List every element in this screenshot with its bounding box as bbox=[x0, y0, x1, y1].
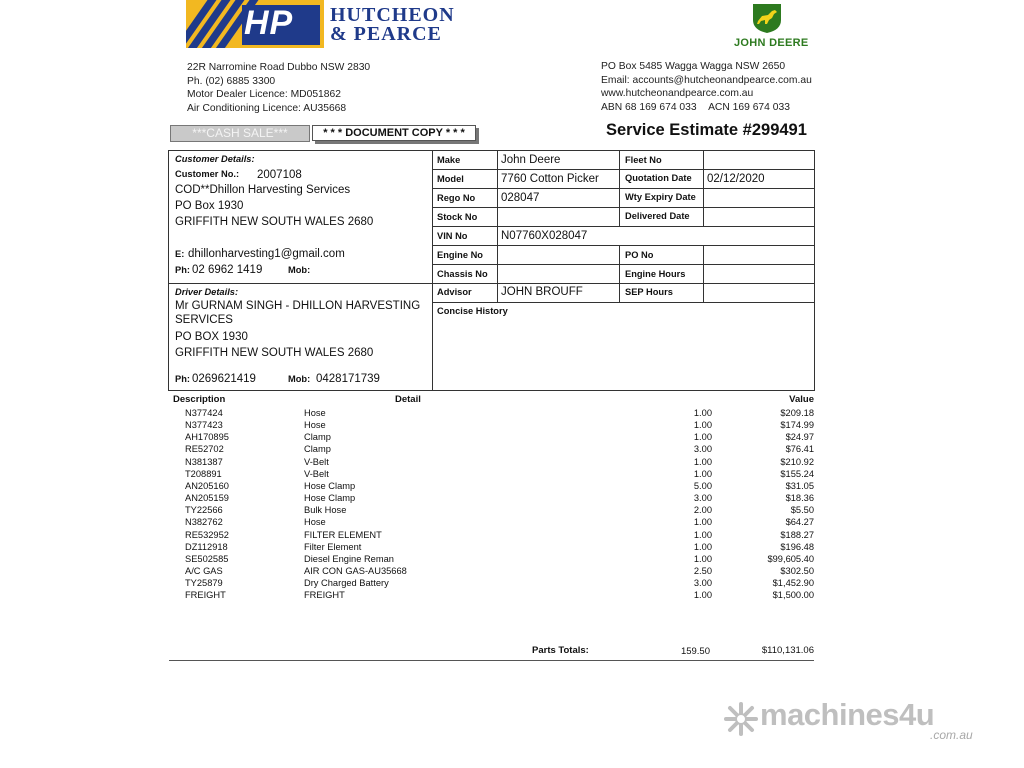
part-description: Dry Charged Battery bbox=[304, 578, 389, 589]
parts-totals-value: $110,131.06 bbox=[761, 645, 814, 656]
po-label: PO No bbox=[625, 250, 654, 260]
table-row bbox=[0, 530, 1024, 542]
customer-number-label: Customer No.: bbox=[175, 169, 240, 179]
table-row bbox=[0, 578, 1024, 590]
table-row bbox=[0, 554, 1024, 566]
customer-mob-label: Mob: bbox=[288, 265, 311, 275]
parts-totals-label: Parts Totals: bbox=[532, 645, 589, 656]
part-qty: 3.00 bbox=[693, 578, 712, 589]
address-line: 22R Narromine Road Dubbo NSW 2830 bbox=[187, 62, 371, 73]
part-qty: 1.00 bbox=[693, 432, 712, 443]
part-description: V-Belt bbox=[304, 456, 329, 467]
table-row bbox=[0, 444, 1024, 456]
wty-expiry-label: Wty Expiry Date bbox=[625, 192, 696, 202]
driver-address1: PO BOX 1930 bbox=[175, 331, 248, 343]
part-description: Filter Element bbox=[304, 541, 362, 552]
driver-mob: 0428171739 bbox=[316, 373, 380, 385]
totals-rule bbox=[169, 660, 814, 661]
part-qty: 1.00 bbox=[693, 408, 712, 418]
part-qty: 1.00 bbox=[693, 590, 712, 601]
john-deere-deer-icon bbox=[750, 2, 784, 34]
po-box-line: PO Box 5485 Wagga Wagga NSW 2650 bbox=[601, 61, 786, 72]
part-value: $155.24 bbox=[780, 468, 814, 479]
part-qty: 1.00 bbox=[693, 468, 712, 479]
part-value: $209.18 bbox=[780, 408, 814, 418]
postal-address bbox=[601, 60, 812, 114]
table-row bbox=[0, 590, 1024, 602]
logo-hp-text: HP bbox=[244, 4, 294, 42]
part-value: $1,452.90 bbox=[772, 578, 814, 589]
phone-line: Ph. (02) 6885 3300 bbox=[187, 75, 276, 87]
part-description: Hose Clamp bbox=[304, 480, 356, 491]
hutcheon-pearce-logo bbox=[186, 0, 324, 48]
part-description: Hose bbox=[304, 420, 326, 431]
part-description: Hose bbox=[304, 517, 326, 528]
advisor-label: Advisor bbox=[437, 287, 472, 297]
customer-address1: PO Box 1930 bbox=[175, 200, 244, 212]
table-row bbox=[0, 566, 1024, 578]
part-value: $174.99 bbox=[780, 420, 814, 431]
part-description: Hose Clamp bbox=[304, 493, 356, 504]
part-description: Diesel Engine Reman bbox=[304, 553, 394, 564]
part-code: TY25879 bbox=[185, 578, 223, 589]
customer-number: 2007108 bbox=[257, 169, 302, 181]
customer-phone-label: Ph: bbox=[175, 265, 190, 275]
customer-email-label: E: bbox=[175, 249, 185, 259]
part-code: N377424 bbox=[185, 408, 223, 418]
make-label: Make bbox=[437, 155, 461, 165]
part-qty: 1.00 bbox=[693, 456, 712, 467]
part-value: $64.27 bbox=[785, 517, 814, 528]
part-qty: 3.00 bbox=[693, 444, 712, 455]
driver-address2: GRIFFITH NEW SOUTH WALES 2680 bbox=[175, 347, 374, 359]
stock-label: Stock No bbox=[437, 212, 478, 222]
table-row bbox=[0, 505, 1024, 517]
rego-label: Rego No bbox=[437, 193, 476, 203]
part-description: Hose bbox=[304, 408, 326, 418]
part-code: N381387 bbox=[185, 456, 223, 467]
part-code: FREIGHT bbox=[185, 590, 226, 601]
website-line: www.hutcheonandpearce.com.au bbox=[601, 88, 754, 99]
fleet-label: Fleet No bbox=[625, 155, 662, 165]
customer-name: COD**Dhillon Harvesting Services bbox=[175, 184, 351, 196]
rego-value: 028047 bbox=[501, 192, 540, 204]
part-qty: 1.00 bbox=[693, 517, 712, 528]
customer-address2: GRIFFITH NEW SOUTH WALES 2680 bbox=[175, 216, 374, 228]
driver-name-line2: SERVICES bbox=[175, 314, 233, 326]
part-value: $31.05 bbox=[785, 480, 814, 491]
customer-details-heading: Customer Details: bbox=[175, 154, 255, 164]
document-title: Service Estimate #299491 bbox=[606, 121, 807, 139]
part-qty: 1.00 bbox=[693, 553, 712, 564]
model-value: 7760 Cotton Picker bbox=[501, 173, 599, 185]
part-description: FREIGHT bbox=[304, 590, 345, 601]
part-code: AN205160 bbox=[185, 480, 229, 491]
part-qty: 3.00 bbox=[693, 493, 712, 504]
table-row bbox=[0, 432, 1024, 444]
part-description: AIR CON GAS-AU35668 bbox=[304, 565, 407, 576]
customer-email: dhillonharvesting1@gmail.com bbox=[188, 248, 345, 260]
part-description: FILTER ELEMENT bbox=[304, 529, 382, 540]
part-code: AH170895 bbox=[185, 432, 229, 443]
part-qty: 2.50 bbox=[693, 565, 712, 576]
driver-name-line1: Mr GURNAM SINGH - DHILLON HARVESTING bbox=[175, 300, 421, 312]
make-value: John Deere bbox=[501, 154, 561, 166]
model-label: Model bbox=[437, 174, 464, 184]
table-row bbox=[0, 517, 1024, 529]
vin-value: N07760X028047 bbox=[501, 230, 588, 242]
advisor-value: JOHN BROUFF bbox=[501, 286, 583, 298]
part-value: $99,605.40 bbox=[767, 553, 814, 564]
part-value: $188.27 bbox=[780, 529, 814, 540]
driver-phone-label: Ph: bbox=[175, 374, 190, 384]
company-name-line1: HUTCHEON bbox=[330, 4, 455, 26]
table-row bbox=[0, 457, 1024, 469]
chassis-label: Chassis No bbox=[437, 269, 488, 279]
part-code: T208891 bbox=[185, 468, 222, 479]
part-value: $1,500.00 bbox=[772, 590, 814, 601]
cash-sale-badge: ***CASH SALE*** bbox=[170, 125, 310, 142]
table-row bbox=[0, 542, 1024, 554]
driver-phone: 0269621419 bbox=[192, 373, 256, 385]
email-line: Email: accounts@hutcheonandpearce.com.au bbox=[601, 74, 812, 86]
part-code: RE532952 bbox=[185, 529, 229, 540]
delivered-date-label: Delivered Date bbox=[625, 211, 690, 221]
table-row bbox=[0, 469, 1024, 481]
engine-hours-label: Engine Hours bbox=[625, 269, 686, 279]
part-code: N377423 bbox=[185, 420, 223, 431]
part-code: TY22566 bbox=[185, 505, 223, 516]
john-deere-label: JOHN DEERE bbox=[734, 37, 809, 49]
quotation-date-label: Quotation Date bbox=[625, 173, 692, 183]
part-description: Bulk Hose bbox=[304, 505, 347, 516]
sep-hours-label: SEP Hours bbox=[625, 287, 673, 297]
description-header: Description bbox=[173, 394, 226, 405]
dealer-address bbox=[187, 61, 370, 115]
table-row bbox=[0, 493, 1024, 505]
part-value: $5.50 bbox=[790, 505, 814, 516]
customer-phone: 02 6962 1419 bbox=[192, 264, 263, 276]
quotation-date-value: 02/12/2020 bbox=[707, 173, 765, 185]
table-row bbox=[0, 420, 1024, 432]
engine-no-label: Engine No bbox=[437, 250, 483, 260]
part-code: RE52702 bbox=[185, 444, 224, 455]
part-value: $24.97 bbox=[785, 432, 814, 443]
part-description: Clamp bbox=[304, 432, 331, 443]
table-row bbox=[0, 408, 1024, 420]
aircon-licence: Air Conditioning Licence: AU35668 bbox=[187, 102, 347, 114]
watermark-domain: .com.au bbox=[930, 728, 973, 742]
acn: ACN 169 674 033 bbox=[708, 101, 790, 113]
concise-history-label: Concise History bbox=[437, 306, 508, 316]
part-value: $18.36 bbox=[785, 493, 814, 504]
part-value: $302.50 bbox=[780, 565, 814, 576]
detail-header: Detail bbox=[395, 394, 421, 405]
part-qty: 2.00 bbox=[693, 505, 712, 516]
company-name-line2: & PEARCE bbox=[330, 23, 442, 45]
value-header: Value bbox=[789, 394, 814, 405]
part-qty: 1.00 bbox=[693, 420, 712, 431]
parts-totals-qty: 159.50 bbox=[680, 646, 710, 657]
vin-label: VIN No bbox=[437, 231, 468, 241]
driver-details-heading: Driver Details: bbox=[175, 287, 239, 297]
part-qty: 1.00 bbox=[693, 529, 712, 540]
part-value: $210.92 bbox=[780, 456, 814, 467]
abn: ABN 68 169 674 033 bbox=[601, 101, 697, 113]
part-code: AN205159 bbox=[185, 493, 229, 504]
machines4u-gear-icon bbox=[724, 702, 758, 736]
part-code: SE502585 bbox=[185, 553, 229, 564]
part-description: V-Belt bbox=[304, 468, 329, 479]
table-row bbox=[0, 481, 1024, 493]
part-qty: 5.00 bbox=[693, 480, 712, 491]
part-code: N382762 bbox=[185, 517, 223, 528]
part-qty: 1.00 bbox=[693, 541, 712, 552]
company-name bbox=[330, 6, 455, 44]
document-copy-badge: * * * DOCUMENT COPY * * * bbox=[312, 125, 476, 141]
watermark-brand: machines4u bbox=[760, 697, 935, 732]
part-value: $76.41 bbox=[785, 444, 814, 455]
motor-dealer-licence: Motor Dealer Licence: MD051862 bbox=[187, 89, 341, 100]
part-code: DZ112918 bbox=[185, 541, 228, 552]
part-value: $196.48 bbox=[780, 541, 814, 552]
part-description: Clamp bbox=[304, 444, 331, 455]
part-code: A/C GAS bbox=[185, 565, 223, 576]
driver-mob-label: Mob: bbox=[288, 374, 311, 384]
abn-acn-line bbox=[601, 101, 812, 115]
